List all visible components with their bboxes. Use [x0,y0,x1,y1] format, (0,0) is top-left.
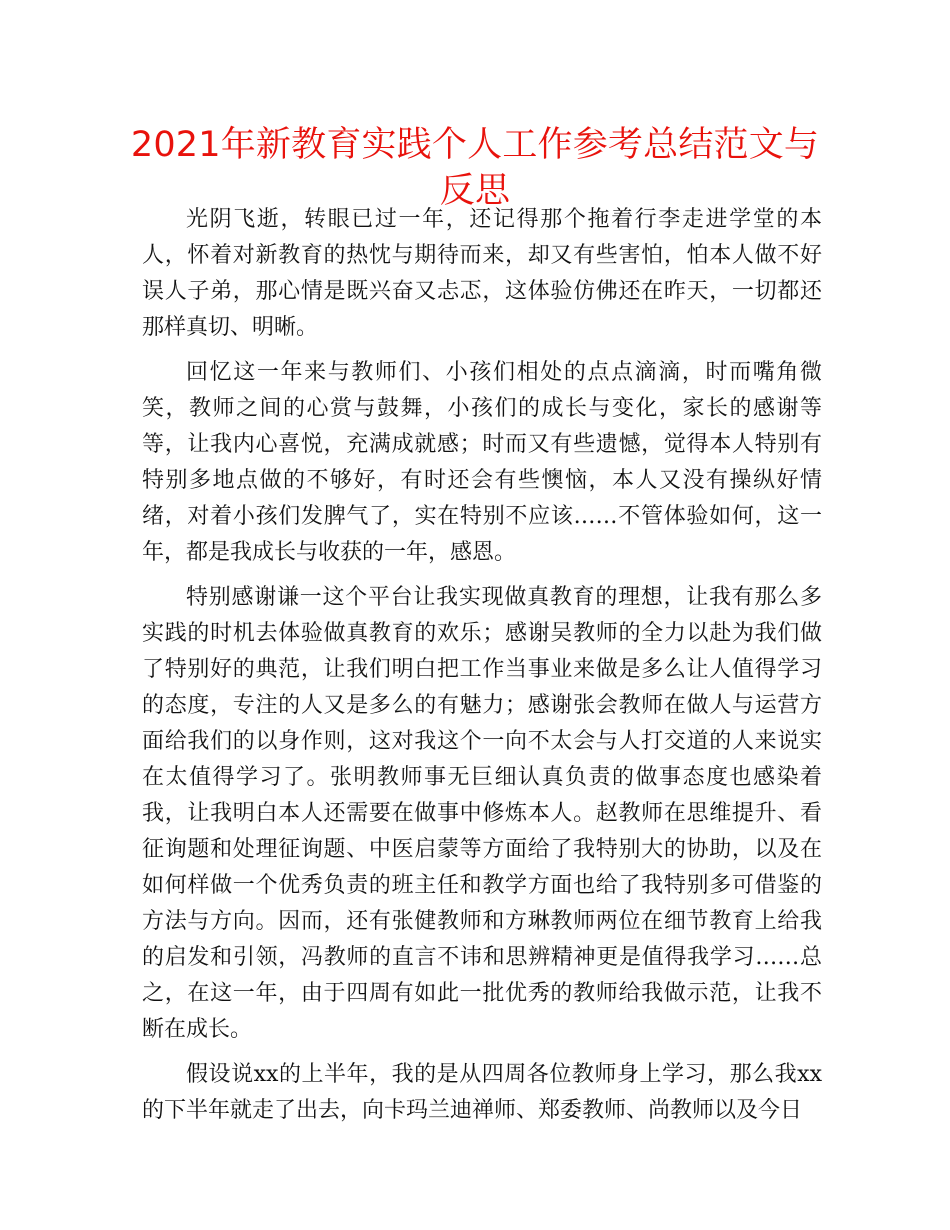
document-body [142,202,822,1138]
document-title: 2021年新教育实践个人工作参考总结范文与反思 [130,125,820,211]
paragraph: 特别感谢谦一这个平台让我实现做真教育的理想，让我有那么多实践的时机去体验做真教育的欢乐；感谢吴教师的全力以赴为我们做了特别好的典范，让我们明白把工作当事业来做是多么让人值得学习的态度，专注的人又是多么的有魅力；感谢张会教师在做人与运营方面给我们的以身作则，这对我这个一向不太会与人打交道的人来说实在太值得学习了。张明教师事无巨细认真负责的做事态度也感染着我，让我明白本人还需要在做事中修炼本人。赵教师在思维提升、看征询题和处理征询题、中医启蒙等方面给了我特别大的协助，以及在如何样做一个优秀负责的班主任和教学方面也给了我特别多可借鉴的方法与方向。因而，还有张健教师和方琳教师两位在细节教育上给我的启发和引领，冯教师的直言不讳和思辨精神更是值得我学习……总之，在这一年，由于四周有如此一批优秀的教师给我做示范，让我不断在成长。 [142,585,822,1042]
paragraph: 光阴飞逝，转眼已过一年，还记得那个拖着行李走进学堂的本人，怀着对新教育的热忱与期待而来，却又有些害怕，怕本人做不好误人子弟，那心情是既兴奋又忐忑，这体验仿佛还在昨天，一切都还那样真切、明晰。 [142,207,822,340]
paragraph: 回忆这一年来与教师们、小孩们相处的点点滴滴，时而嘴角微笑，教师之间的心赏与鼓舞，小孩们的成长与变化，家长的感谢等等，让我内心喜悦，充满成就感；时而又有些遗憾，觉得本人特别有特别多地点做的不够好，有时还会有些懊恼，本人又没有操纵好情绪，对着小孩们发脾气了，实在特别不应该……不管体验如何，这一年，都是我成长与收获的一年，感恩。 [142,360,822,565]
paragraph: 假设说xx的上半年，我的是从四周各位教师身上学习，那么我xx的下半年就走了出去，向卡玛兰迪禅师、郑委教师、尚教师以及今日 [142,1062,822,1123]
